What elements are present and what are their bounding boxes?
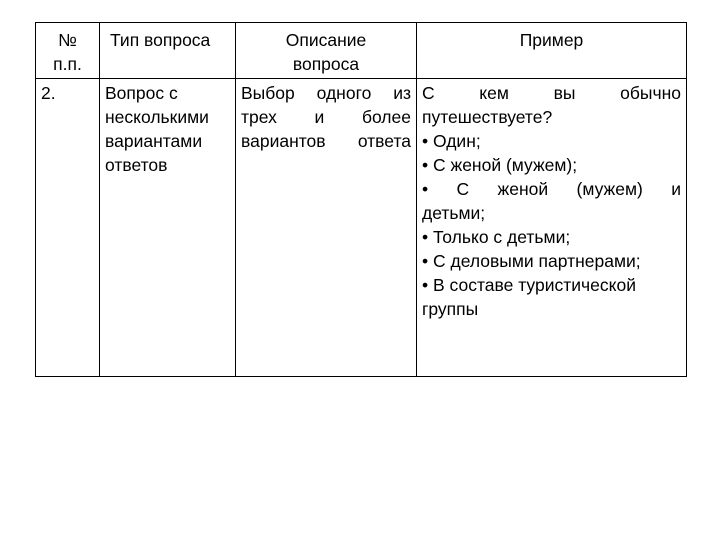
header-example bbox=[417, 23, 687, 79]
header-number-abbr: п.п. bbox=[53, 54, 82, 74]
row-type-line-2: несколькими bbox=[105, 107, 209, 127]
row-example-cell bbox=[417, 79, 687, 377]
header-number bbox=[36, 23, 100, 79]
header-question-type-label: Тип вопроса bbox=[110, 30, 211, 50]
header-question-type bbox=[100, 23, 236, 79]
example-option-1: • Один; bbox=[422, 131, 481, 151]
row-type-line-3: вариантами bbox=[105, 131, 203, 151]
row-number: 2. bbox=[41, 83, 56, 103]
example-option-5: • С деловыми партнерами; bbox=[422, 251, 641, 271]
example-question-line-1: С кем вы обычно bbox=[422, 83, 681, 103]
header-description bbox=[236, 23, 417, 79]
example-option-6-line-2: группы bbox=[422, 299, 479, 319]
row-description-line-1: Выбор одного из bbox=[241, 83, 411, 103]
header-description-line-2: вопроса bbox=[292, 54, 360, 74]
row-description-line-2: трех и более bbox=[241, 107, 411, 127]
example-question-line-2: путешествуете? bbox=[422, 107, 553, 127]
row-description-line-3: вариантов ответа bbox=[241, 131, 411, 151]
header-example-label: Пример bbox=[519, 30, 584, 50]
example-option-4: • Только с детьми; bbox=[422, 227, 571, 247]
header-description-line-1: Описание bbox=[285, 30, 367, 50]
example-option-6-line-1: • В составе туристической bbox=[422, 275, 636, 295]
row-number-cell bbox=[36, 79, 100, 377]
example-option-3-line-2: детьми; bbox=[422, 203, 486, 223]
row-description-cell bbox=[236, 79, 417, 377]
table-header-row bbox=[36, 23, 687, 79]
example-option-3-line-1: • С женой (мужем) и bbox=[422, 179, 681, 199]
row-type-cell bbox=[100, 79, 236, 377]
row-type-line-4: ответов bbox=[105, 155, 168, 175]
row-type-line-1: Вопрос с bbox=[105, 83, 178, 103]
table-row bbox=[36, 79, 687, 377]
question-types-table bbox=[35, 22, 687, 377]
header-number-symbol: № bbox=[58, 30, 77, 50]
example-option-2: • С женой (мужем); bbox=[422, 155, 578, 175]
